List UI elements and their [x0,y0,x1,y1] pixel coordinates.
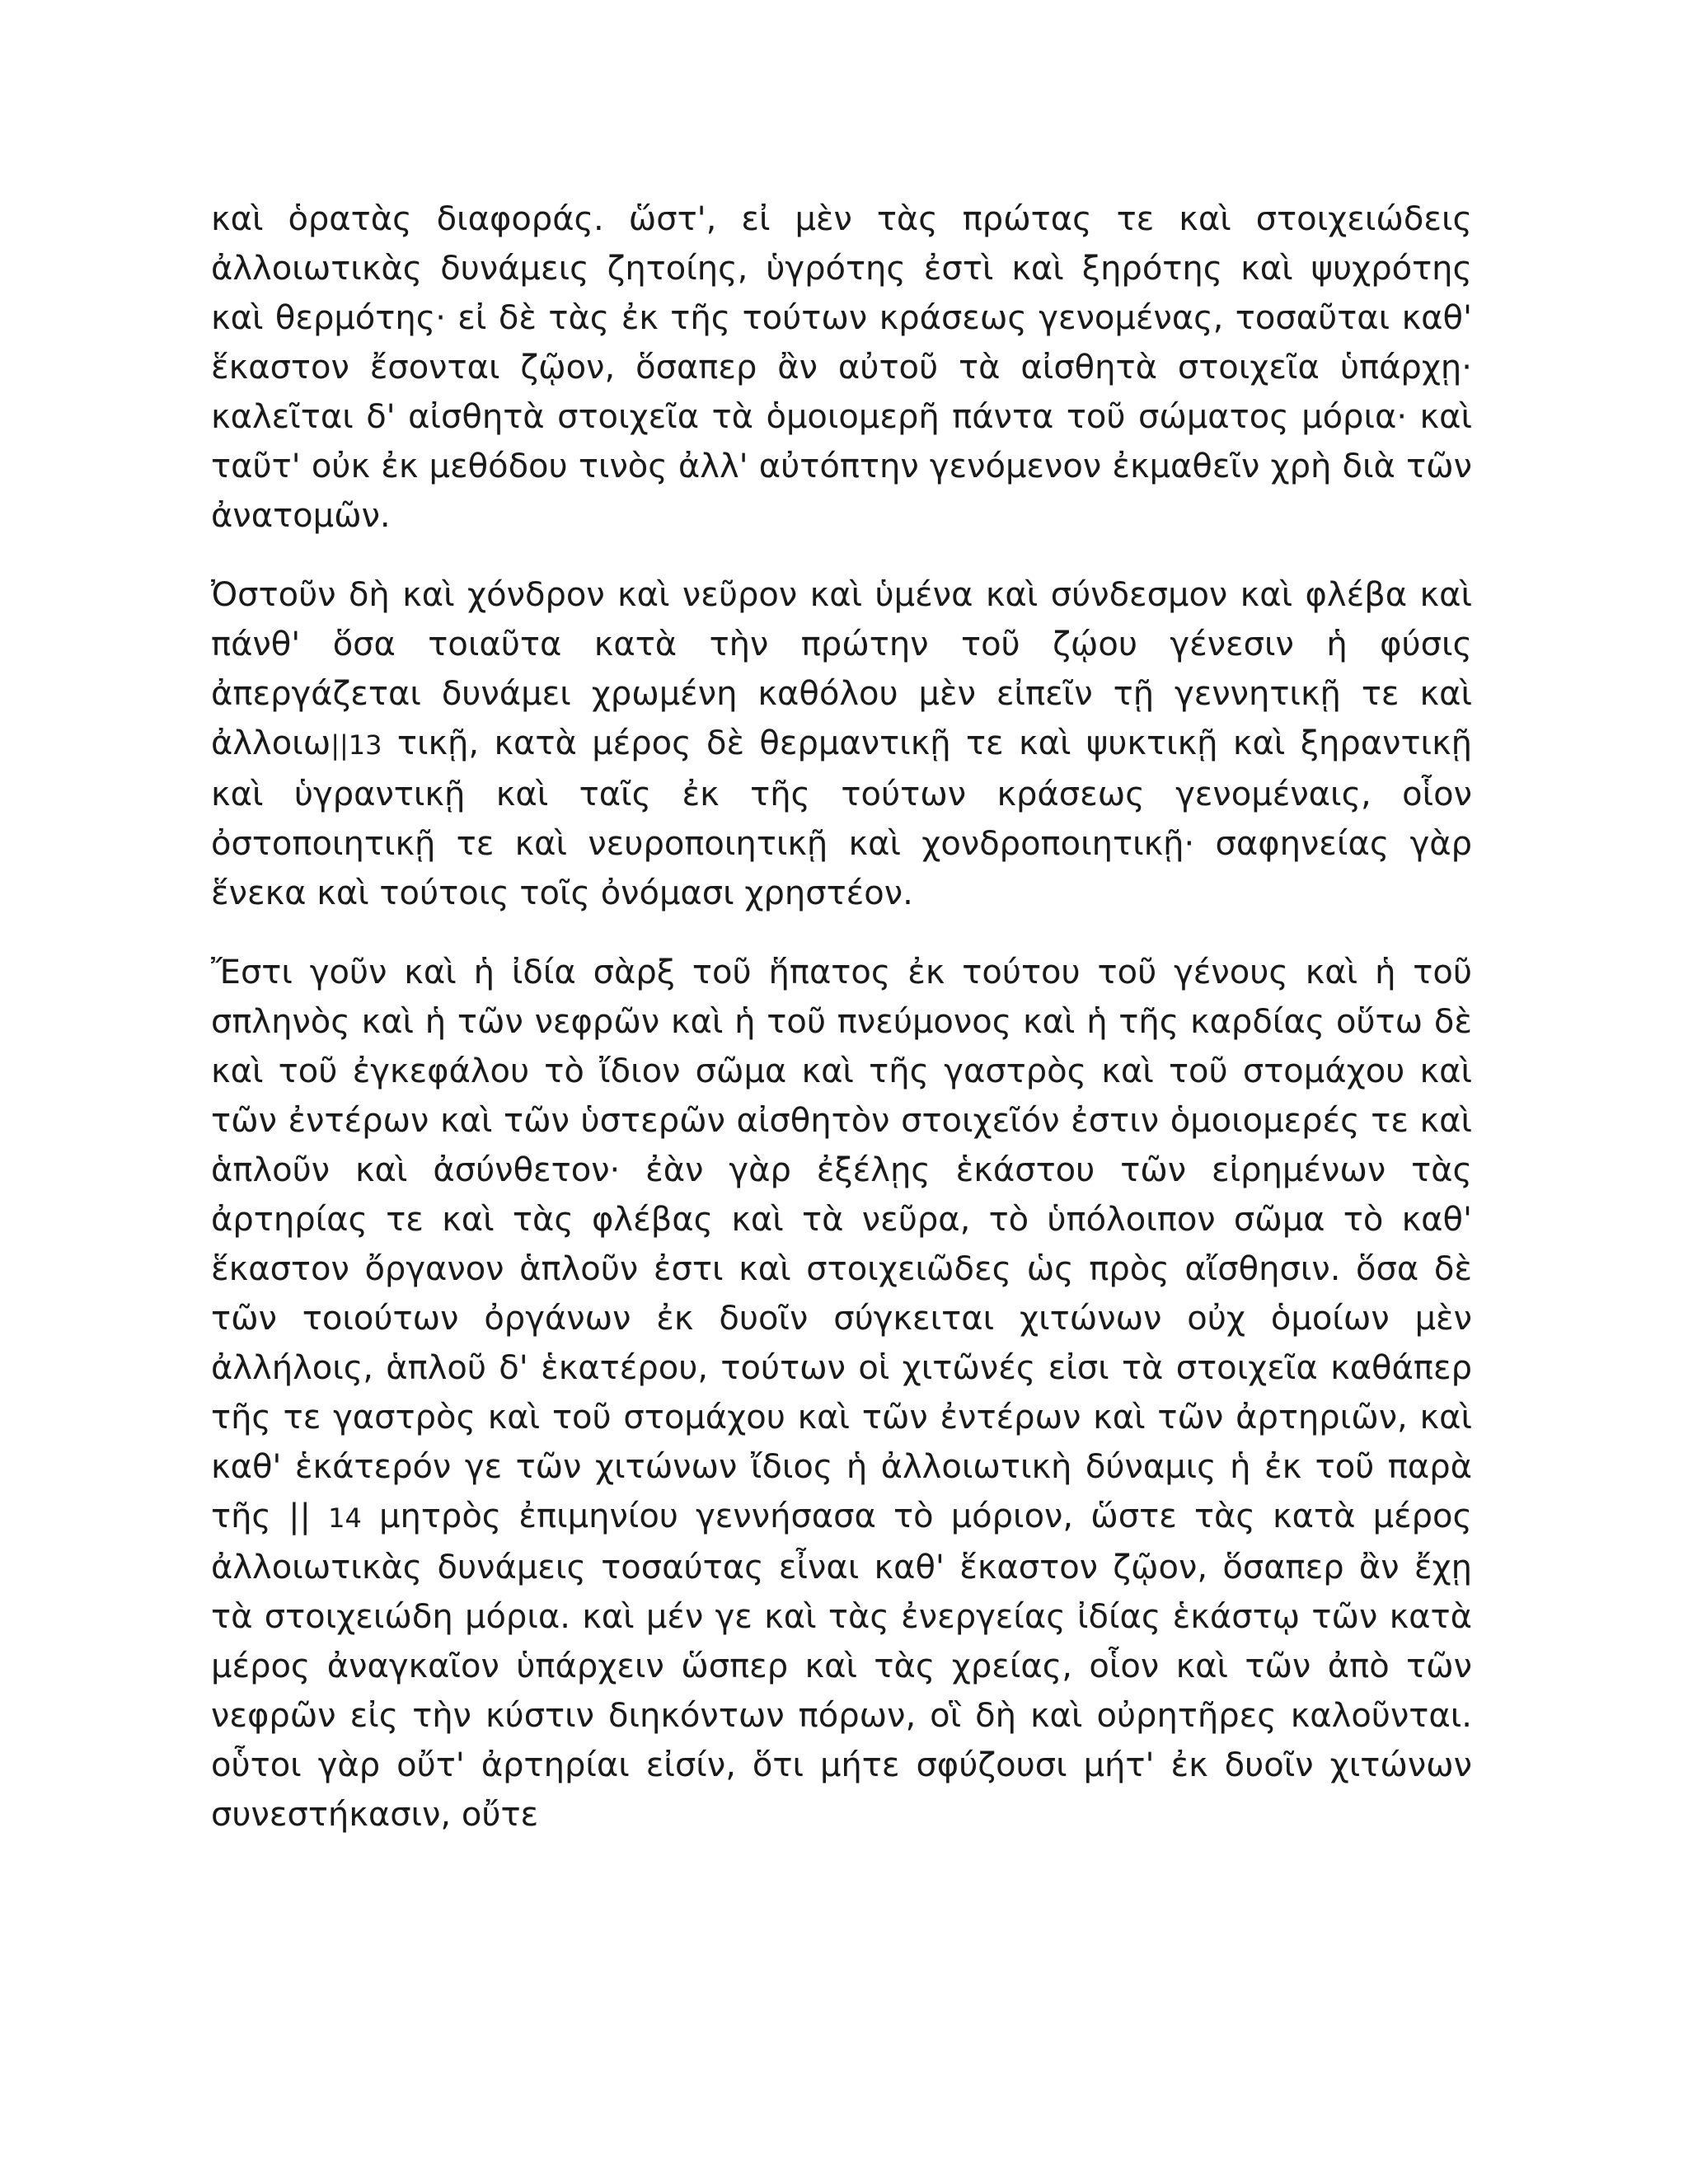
paragraph-3 [211,948,1472,1840]
paragraph-1 [211,194,1472,541]
page-marker-13: ||13 [331,729,382,761]
document-page [211,194,1472,1840]
paragraph-2-text-before: Ὀστοῦν δὴ καὶ χόνδρον καὶ νεῦρον καὶ ὑμένα καὶ σύνδεσμον καὶ φλέβα καὶ πάνθ' ὅσα τοιαῦτα κατὰ τὴν πρώτην τοῦ ζῴου γένεσιν ἡ φύσις ἀπεργάζεται δυνάμει χρωμένη καθόλου μὲν εἰπεῖν τῇ γεννητικῇ τε καὶ ἀλλοιω [211,576,1472,762]
paragraph-1-text: καὶ ὁρατὰς διαφοράς. ὥστ', εἰ μὲν τὰς πρώτας τε καὶ στοιχειώδεις ἀλλοιωτικὰς δυνάμεις ζητοίης, ὑγρότης ἐστὶ καὶ ξηρότης καὶ ψυχρότης καὶ θερμότης· εἰ δὲ τὰς ἐκ τῆς τούτων κράσεως γενομένας, τοσαῦται καθ' ἕκαστον ἔσονται ζῷον, ὅσαπερ ἂν αὐτοῦ τὰ αἰσθητὰ στοιχεῖα ὑπάρχῃ· καλεῖται δ' αἰσθητὰ στοιχεῖα τὰ ὁμοιομερῆ πάντα τοῦ σώματος μόρια· καὶ ταῦτ' οὐκ ἐκ μεθόδου τινὸς ἀλλ' αὐτόπτην γενόμενον ἐκμαθεῖν χρὴ διὰ τῶν ἀνατομῶν. [211,200,1472,535]
paragraph-2 [211,570,1472,918]
paragraph-3-text-after: μητρὸς ἐπιμηνίου γεννήσασα τὸ μόριον, ὥστε τὰς κατὰ μέρος ἀλλοιωτικὰς δυνάμεις τοσαύτας εἶναι καθ' ἕκαστον ζῷον, ὅσαπερ ἂν ἔχῃ τὰ στοιχειώδη μόρια. καὶ μέν γε καὶ τὰς ἐνεργείας ἰδίας ἑκάστῳ τῶν κατὰ μέρος ἀναγκαῖον ὑπάρχειν ὥσπερ καὶ τὰς χρείας, οἷον καὶ τῶν ἀπὸ τῶν νεφρῶν εἰς τὴν κύστιν διηκόντων πόρων, οἳ δὴ καὶ οὐρητῆρες καλοῦνται. οὗτοι γὰρ οὔτ' ἀρτηρίαι εἰσίν, ὅτι μήτε σφύζουσι μήτ' ἐκ δυοῖν χιτώνων συνεστήκασιν, οὔτε [211,1497,1472,1834]
paragraph-3-text-before: Ἔστι γοῦν καὶ ἡ ἰδία σὰρξ τοῦ ἥπατος ἐκ τούτου τοῦ γένους καὶ ἡ τοῦ σπληνὸς καὶ ἡ τῶν νεφρῶν καὶ ἡ τοῦ πνεύμονος καὶ ἡ τῆς καρδίας οὕτω δὲ καὶ τοῦ ἐγκεφάλου τὸ ἴδιον σῶμα καὶ τῆς γαστρὸς καὶ τοῦ στομάχου καὶ τῶν ἐντέρων καὶ τῶν ὑστερῶν αἰσθητὸν στοιχεῖόν ἐστιν ὁμοιομερές τε καὶ ἁπλοῦν καὶ ἀσύνθετον· ἐὰν γὰρ ἐξέλῃς ἑκάστου τῶν εἰρημένων τὰς ἀρτηρίας τε καὶ τὰς φλέβας καὶ τὰ νεῦρα, τὸ ὑπόλοιπον σῶμα τὸ καθ' ἕκαστον ὄργανον ἁπλοῦν ἐστι καὶ στοιχειῶδες ὡς πρὸς αἴσθησιν. ὅσα δὲ τῶν τοιούτων ὀργάνων ἐκ δυοῖν σύγκειται χιτώνων οὐχ ὁμοίων μὲν ἀλλήλοις, ἁπλοῦ δ' ἑκατέρου, τούτων οἱ χιτῶνές εἰσι τὰ στοιχεῖα καθάπερ τῆς τε γαστρὸς καὶ τοῦ στομάχου καὶ τῶν ἐντέρων καὶ τῶν ἀρτηριῶν, καὶ καθ' ἑκάτερόν γε τῶν χιτώνων ἴδιος ἡ ἀλλοιωτικὴ δύναμις ἡ ἐκ τοῦ παρὰ τῆς || [211,954,1472,1535]
paragraph-2-text-after: τικῇ, κατὰ μέρος δὲ θερμαντικῇ τε καὶ ψυκτικῇ καὶ ξηραντικῇ καὶ ὑγραντικῇ καὶ ταῖς ἐκ τῆς τούτων κράσεως γενομέναις, οἷον ὀστοποιητικῇ τε καὶ νευροποιητικῇ καὶ χονδροποιητικῇ· σαφηνείας γὰρ ἕνεκα καὶ τούτοις τοῖς ὀνόμασι χρηστέον. [211,724,1472,912]
page-marker-14: 14 [328,1502,362,1534]
